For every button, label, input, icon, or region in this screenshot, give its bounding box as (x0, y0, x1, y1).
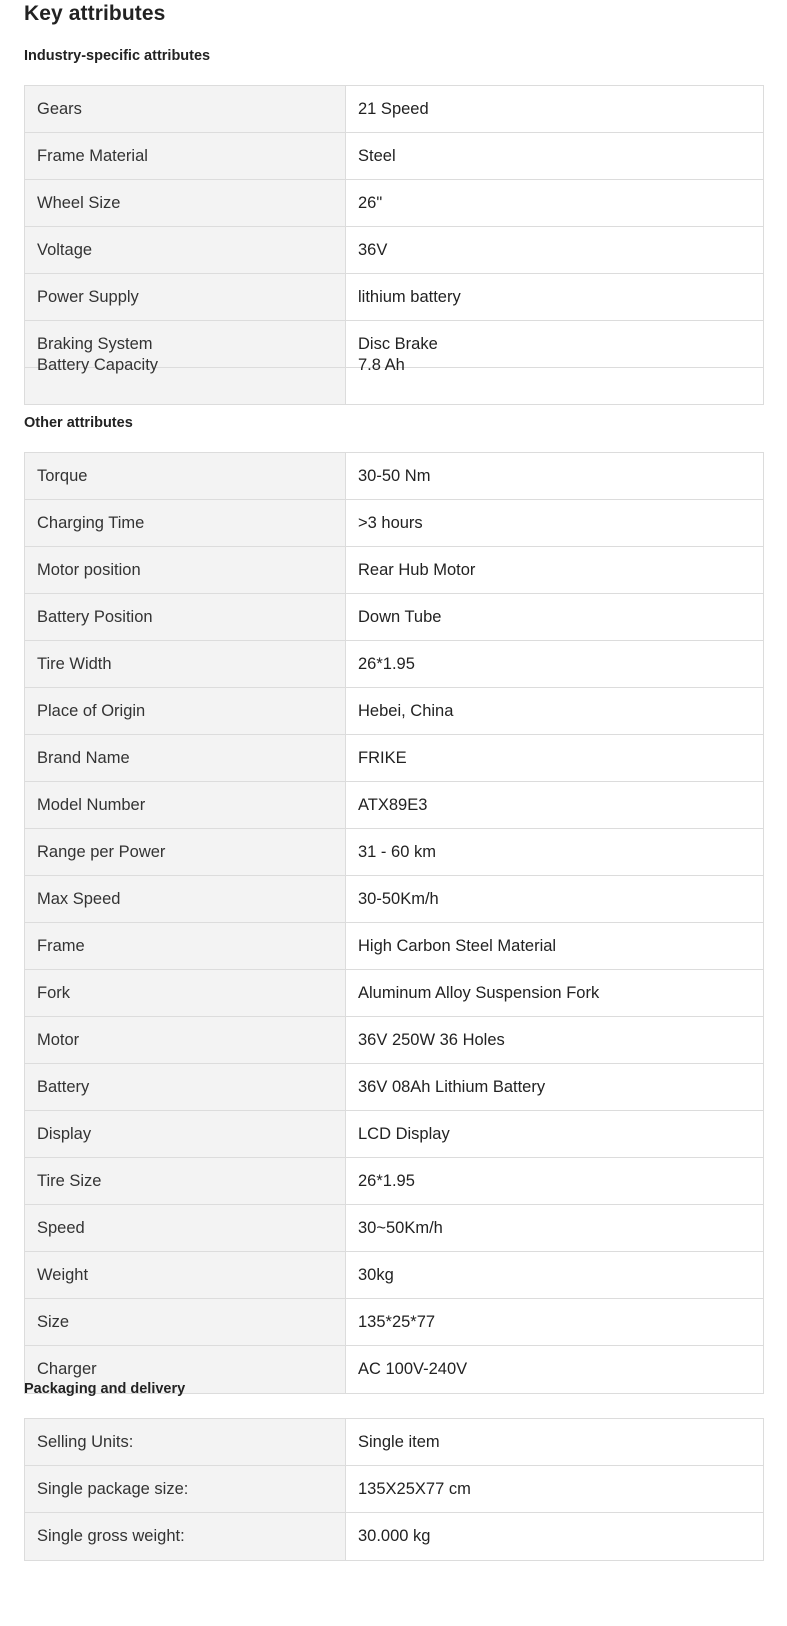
attribute-key: Frame (25, 923, 346, 969)
attribute-key: Wheel Size (25, 180, 346, 226)
attribute-key-text: Battery Capacity (37, 356, 159, 374)
table-row (25, 1252, 763, 1299)
attribute-value: Disc Brake (346, 321, 763, 367)
attribute-key: Range per Power (25, 829, 346, 875)
attribute-key: Motor position (25, 547, 346, 593)
attribute-value: Aluminum Alloy Suspension Fork (346, 970, 763, 1016)
table-row (25, 133, 763, 180)
attribute-value: 135*25*77 (346, 1299, 763, 1345)
attribute-value: Hebei, China (346, 688, 763, 734)
attribute-value: Steel (346, 133, 763, 179)
attribute-key: Display (25, 1111, 346, 1157)
other-attributes-table (24, 452, 764, 1394)
table-row (25, 274, 763, 321)
attribute-value: ATX89E3 (346, 782, 763, 828)
attribute-key: Tire Width (25, 641, 346, 687)
attribute-value: AC 100V-240V (346, 1346, 763, 1393)
attribute-key: Weight (25, 1252, 346, 1298)
table-row (25, 227, 763, 274)
attribute-key: Single package size: (25, 1466, 346, 1512)
attribute-value: High Carbon Steel Material (346, 923, 763, 969)
attribute-key: Frame Material (25, 133, 346, 179)
attribute-key: Voltage (25, 227, 346, 273)
table-row (25, 970, 763, 1017)
attribute-value: 30-50Km/h (346, 876, 763, 922)
attribute-value: lithium battery (346, 274, 763, 320)
table-row (25, 876, 763, 923)
page-title: Key attributes (24, 2, 166, 25)
table-row (25, 1419, 763, 1466)
table-row (25, 500, 763, 547)
table-row (25, 641, 763, 688)
attribute-key: Braking System (25, 321, 346, 367)
table-row (25, 735, 763, 782)
attribute-key: Model Number (25, 782, 346, 828)
table-row (25, 453, 763, 500)
attribute-value: 36V (346, 227, 763, 273)
attribute-value: 36V 250W 36 Holes (346, 1017, 763, 1063)
attribute-value: 30.000 kg (346, 1513, 763, 1560)
attribute-key: Place of Origin (25, 688, 346, 734)
attribute-key: Charging Time (25, 500, 346, 546)
attribute-key: Single gross weight: (25, 1513, 346, 1560)
attribute-value: 30-50 Nm (346, 453, 763, 499)
table-row-partially-hidden (25, 356, 763, 404)
table-row (25, 688, 763, 735)
attribute-value: LCD Display (346, 1111, 763, 1157)
attribute-key: Max Speed (25, 876, 346, 922)
attribute-key: Battery (25, 1064, 346, 1110)
attribute-key: Gears (25, 86, 346, 132)
attribute-key: Torque (25, 453, 346, 499)
attribute-key: Speed (25, 1205, 346, 1251)
attribute-key: Brand Name (25, 735, 346, 781)
attribute-key: Selling Units: (25, 1419, 346, 1465)
table-row (25, 1205, 763, 1252)
attribute-key: Battery Position (25, 594, 346, 640)
packaging-attributes-table (24, 1418, 764, 1561)
attribute-value: FRIKE (346, 735, 763, 781)
attribute-value: 30kg (346, 1252, 763, 1298)
table-row (25, 594, 763, 641)
packaging-section-heading: Packaging and delivery (24, 1381, 186, 1397)
attribute-value-text: 7.8 Ah (358, 356, 405, 374)
attribute-value: Down Tube (346, 594, 763, 640)
attribute-key: Motor (25, 1017, 346, 1063)
attribute-value: >3 hours (346, 500, 763, 546)
industry-section-heading: Industry-specific attributes (24, 48, 211, 64)
table-row (25, 180, 763, 227)
table-row (25, 86, 763, 133)
table-row (25, 923, 763, 970)
table-row (25, 829, 763, 876)
attribute-key (25, 356, 346, 404)
table-row (25, 782, 763, 829)
attribute-value: 26*1.95 (346, 1158, 763, 1204)
attribute-key: Charger (25, 1346, 346, 1393)
other-section-heading: Other attributes (24, 415, 133, 431)
table-row (25, 1466, 763, 1513)
attribute-value: Rear Hub Motor (346, 547, 763, 593)
table-row (25, 1513, 763, 1560)
attribute-value: 135X25X77 cm (346, 1466, 763, 1512)
attribute-value (346, 356, 763, 404)
table-row (25, 1111, 763, 1158)
attribute-value: 26" (346, 180, 763, 226)
attribute-value: 31 - 60 km (346, 829, 763, 875)
attribute-key: Size (25, 1299, 346, 1345)
attribute-key: Power Supply (25, 274, 346, 320)
industry-attributes-table (24, 85, 764, 405)
table-row (25, 1064, 763, 1111)
attribute-key: Tire Size (25, 1158, 346, 1204)
attribute-value: Single item (346, 1419, 763, 1465)
attribute-value: 26*1.95 (346, 641, 763, 687)
table-row (25, 1299, 763, 1346)
attribute-value: 36V 08Ah Lithium Battery (346, 1064, 763, 1110)
attribute-key: Fork (25, 970, 346, 1016)
attribute-value: 21 Speed (346, 86, 763, 132)
table-row (25, 1158, 763, 1205)
attribute-value: 30~50Km/h (346, 1205, 763, 1251)
table-row (25, 547, 763, 594)
table-row (25, 1017, 763, 1064)
